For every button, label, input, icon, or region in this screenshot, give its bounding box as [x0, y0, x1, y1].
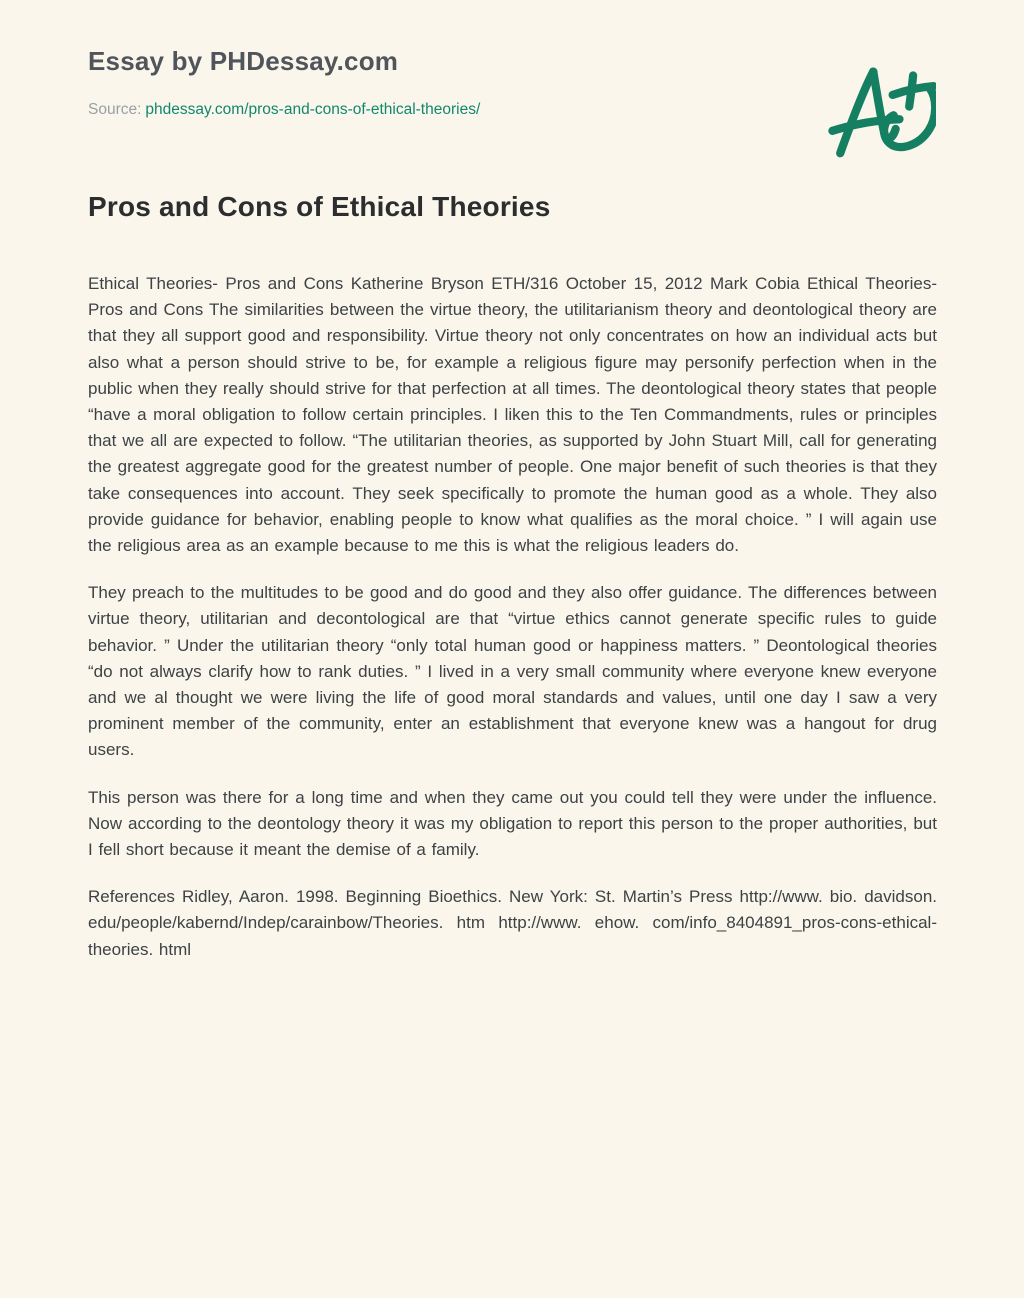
essay-paragraph-references: References Ridley, Aaron. 1998. Beginning Bioethics. New York: St. Martin’s Press http://www. bio. davidson. edu/people/kabernd/Indep/carainbow/Theories. htm http://www. ehow. com/info_8404891_pros-cons-ethical-theories. html — [88, 887, 937, 959]
essay-paragraph-2: They preach to the multitudes to be good and do good and they also offer guidance. The differences between virtue theory, utilitarian and decontological are that “virtue ethics cannot generate specific rules to guide behavior. ” Under the utilitarian theory “only total human good or happiness matters. ” Deontological theories “do not always clarify how to rank duties. ” I lived in a very small community where everyone knew everyone and we al thought we were living the life of good moral standards and values, until one day I saw a very prominent member of the community, enter an establishment that everyone knew was a hangout for drug users. — [88, 583, 937, 760]
source-label: Source: — [88, 101, 142, 118]
phdessay-a-plus-logo-icon — [828, 58, 936, 160]
essay-paragraph-3: This person was there for a long time and when they came out you could tell they were under the influence. Now according to the deontology theory it was my obligation to report this person to the proper authorities, but I fell short because it meant the demise of a family. — [88, 787, 937, 860]
essay-body — [88, 271, 937, 963]
essay-title: Pros and Cons of Ethical Theories — [88, 191, 551, 222]
site-header-title: Essay by PHDessay.com — [88, 46, 399, 76]
page-header — [88, 46, 937, 119]
essay-paragraph-1: Ethical Theories- Pros and Cons Katherine Bryson ETH/316 October 15, 2012 Mark Cobia Ethical Theories- Pros and Cons The similarities between the virtue theory, the utilitarianism theory and deontological theory are that they all support good and responsibility. Virtue theory not only concentrates on how an individual acts but also what a person should strive to be, for example a religious figure may personify perfection when in the public when they really should strive for that perfection at all times. The deontological theory states that people “have a moral obligation to follow certain principles. I liken this to the Ten Commandments, rules or principles that we all are expected to follow. “The utilitarian theories, as supported by John Stuart Mill, call for generating the greatest aggregate good for the greatest number of people. One major benefit of such theories is that they take consequences into account. They seek specifically to promote the human good as a whole. They also provide guidance for behavior, enabling people to know what qualifies as the moral choice. ” I will again use the religious area as an example because to me this is what the religious leaders do. — [88, 274, 937, 556]
source-line — [88, 101, 937, 119]
source-link[interactable]: phdessay.com/pros-and-cons-of-ethical-theories/ — [145, 101, 481, 118]
